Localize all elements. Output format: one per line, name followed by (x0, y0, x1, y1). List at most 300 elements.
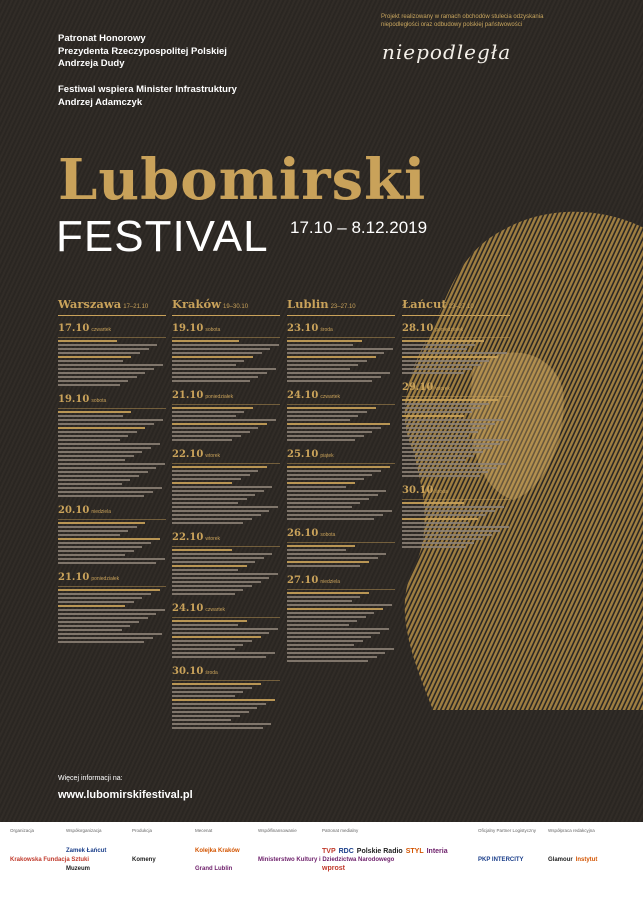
program-text-line (402, 518, 478, 520)
program-text-line (287, 435, 364, 437)
festival-dates: 17.10 – 8.12.2019 (290, 218, 428, 237)
program-text-line (58, 344, 157, 346)
program-text-line (402, 356, 498, 358)
day-block (58, 322, 166, 386)
program-text-line (287, 656, 377, 658)
day-date (172, 602, 280, 618)
program-text-line (402, 455, 474, 457)
program-text-line (287, 494, 378, 496)
program-text-line (172, 593, 235, 595)
program-text-line (58, 487, 162, 489)
program-text-line (172, 439, 232, 441)
program-text-line (287, 545, 355, 547)
program-text-line (402, 467, 497, 469)
sponsor-group-label: Patronat medialny (322, 828, 359, 833)
program-text-line (402, 530, 500, 532)
program-text-line (172, 585, 252, 587)
program-text-line (58, 534, 120, 536)
day-date-text: 26.10 (287, 528, 319, 539)
sponsor-logo: PKP INTERCITY (478, 857, 524, 863)
day-weekday: poniedziałek (91, 576, 120, 582)
program-text-line (402, 415, 464, 417)
day-date (172, 389, 280, 405)
program-text-line (287, 356, 376, 358)
day-weekday: niedziela (91, 509, 112, 515)
program-text-line (172, 502, 238, 504)
sponsor-logo: Komeny (132, 857, 156, 863)
sponsor-logo: STYL (405, 847, 424, 855)
day-weekday: sobota (320, 532, 336, 538)
sponsor-logo: RDC (338, 847, 354, 855)
program-text-line (287, 490, 386, 492)
program-text-line (402, 459, 466, 461)
day-block (172, 665, 280, 729)
program-text-line (172, 569, 238, 571)
program-text-line (287, 474, 372, 476)
program-text-line (58, 609, 165, 611)
day-block (58, 571, 166, 643)
city-column (287, 297, 395, 669)
program-text-line (58, 605, 125, 607)
program-text-line (287, 423, 390, 425)
program-text-line (58, 483, 122, 485)
program-text-line (402, 514, 486, 516)
day-weekday: czwartek (205, 607, 226, 613)
sponsor-group (548, 828, 598, 863)
program-text-line (172, 723, 271, 725)
program-text-line (402, 427, 486, 429)
program-text-line (58, 376, 137, 378)
program-text-line (402, 451, 483, 453)
day-weekday: poniedziałek (435, 327, 464, 333)
support-line: Festiwal wspiera Minister Infrastruktury (58, 84, 237, 95)
program-text-line (58, 360, 123, 362)
program-text-line (172, 364, 236, 366)
program-text-line (58, 526, 137, 528)
program-text-line (172, 498, 247, 500)
day-weekday: środa (205, 670, 218, 676)
program-text-line (172, 636, 261, 638)
program-text-line (287, 660, 368, 662)
program-text-line (172, 699, 275, 701)
program-text-line (287, 553, 386, 555)
day-weekday: czwartek (320, 394, 341, 400)
program-text-line (58, 597, 142, 599)
program-text-line (172, 727, 263, 729)
program-text-line (172, 557, 264, 559)
program-text-line (58, 372, 145, 374)
program-text-line (287, 596, 360, 598)
program-text-line (58, 621, 139, 623)
program-text-line (287, 380, 372, 382)
program-text-line (58, 467, 156, 469)
city-column (172, 297, 280, 736)
sponsor-group (66, 828, 107, 872)
city-dates: 19–30.10 (223, 304, 249, 310)
program-text-line (172, 470, 258, 472)
program-text-line (287, 478, 364, 480)
program-text-line (287, 628, 389, 630)
program-text-line (172, 419, 276, 421)
program-text-line (172, 372, 267, 374)
program-text-line (172, 715, 240, 717)
day-block (172, 322, 280, 382)
program-text-line (287, 620, 357, 622)
program-text-line (172, 703, 266, 705)
day-date-text: 20.10 (58, 505, 90, 516)
program-text-line (58, 435, 128, 437)
city-name: Łańcut (402, 297, 447, 311)
program-text-line (172, 411, 244, 413)
program-text-line (172, 415, 236, 417)
program-text-line (58, 491, 153, 493)
day-date-text: 17.10 (58, 323, 90, 334)
program-text-line (172, 356, 253, 358)
festival-title: Lubomirski (58, 147, 427, 213)
program-text-line (58, 451, 142, 453)
program-text-line (402, 431, 478, 433)
city-heading (172, 297, 280, 316)
program-text-line (287, 466, 390, 468)
program-text-line (172, 687, 252, 689)
program-text-line (58, 593, 151, 595)
program-text-line (287, 431, 372, 433)
day-weekday: wtorek (435, 386, 451, 392)
day-block (287, 322, 395, 382)
program-text-line (58, 356, 131, 358)
sponsor-group-label: Produkcja (132, 828, 153, 833)
program-text-line (172, 648, 235, 650)
program-text-line (172, 652, 275, 654)
program-text-line (287, 419, 350, 421)
day-weekday: środa (320, 327, 333, 333)
program-text-line (402, 360, 489, 362)
program-text-line (172, 510, 269, 512)
program-text-line (58, 471, 148, 473)
program-text-line (172, 691, 243, 693)
day-date-text: 30.10 (402, 485, 434, 496)
program-text-line (402, 403, 489, 405)
day-date-text: 29.10 (402, 382, 434, 393)
day-weekday: wtorek (205, 453, 221, 459)
city-heading (287, 297, 395, 316)
day-block (402, 484, 510, 548)
minister-support (58, 84, 237, 109)
program-text-line (172, 506, 278, 508)
day-date-text: 24.10 (287, 390, 319, 401)
program-text-line (172, 486, 272, 488)
day-date (287, 574, 395, 590)
program-text-line (58, 427, 145, 429)
program-text-line (287, 565, 360, 567)
program-text-line (402, 435, 469, 437)
program-text-line (172, 494, 255, 496)
program-text-line (172, 518, 252, 520)
day-date (172, 322, 280, 338)
day-date-text: 19.10 (58, 394, 90, 405)
program-text-line (287, 486, 346, 488)
program-text-line (287, 624, 349, 626)
program-text-line (287, 470, 381, 472)
program-text-line (287, 427, 381, 429)
day-block (58, 393, 166, 497)
program-text-line (402, 352, 507, 354)
program-text-line (58, 364, 163, 366)
program-text-line (172, 368, 276, 370)
program-text-line (58, 352, 140, 354)
patronage-line: Patronat Honorowy (58, 33, 146, 44)
program-text-line (402, 348, 467, 350)
program-text-line (402, 510, 495, 512)
sponsor-group-label: Mecenat (195, 828, 213, 833)
program-text-line (58, 443, 160, 445)
program-text-line (172, 514, 261, 516)
program-text-line (58, 601, 134, 603)
day-date (287, 322, 395, 338)
day-weekday: środa (435, 489, 448, 495)
project-note: Projekt realizowany w ramach obchodów stulecia odzyskania niepodległości oraz odbudowy polskiej państwowości (381, 14, 544, 28)
program-text-line (287, 561, 369, 563)
program-text-line (172, 348, 270, 350)
sponsor-logo: Glamour (548, 857, 573, 863)
program-text-line (58, 380, 128, 382)
day-date (402, 322, 510, 338)
program-text-line (402, 344, 475, 346)
program-text-line (287, 506, 352, 508)
program-text-line (172, 640, 252, 642)
program-text-line (58, 550, 134, 552)
program-text-line (287, 482, 355, 484)
city-heading (402, 297, 510, 316)
day-weekday: piątek (320, 453, 334, 459)
program-text-line (58, 629, 122, 631)
program-text-line (172, 577, 269, 579)
program-text-line (58, 538, 160, 540)
program-text-line (287, 439, 355, 441)
program-text-line (172, 553, 272, 555)
program-text-line (287, 636, 371, 638)
program-text-line (287, 648, 394, 650)
day-weekday: sobota (91, 398, 107, 404)
sponsor-group-label: Współpraca redakcyjna (548, 828, 595, 833)
sponsor-group (478, 828, 537, 863)
program-text-line (287, 652, 385, 654)
program-text-line (402, 546, 466, 548)
program-text-line (287, 608, 383, 610)
program-text-line (287, 612, 374, 614)
program-text-line (58, 546, 142, 548)
patronage-line: Prezydenta Rzeczypospolitej Polskiej (58, 45, 227, 57)
day-block (287, 389, 395, 441)
sponsor-logo: TVP (322, 847, 336, 855)
day-date-text: 22.10 (172, 449, 204, 460)
program-text-line (287, 372, 390, 374)
program-text-line (402, 502, 464, 504)
sponsor-group-label: Współorganizacja (66, 828, 102, 833)
program-text-line (58, 439, 120, 441)
program-text-line (58, 475, 139, 477)
program-text-line (58, 530, 128, 532)
program-text-line (172, 344, 279, 346)
day-date (287, 448, 395, 464)
program-text-line (287, 557, 378, 559)
program-text-line (172, 427, 258, 429)
sponsor-group-label: Współfinansowanie (258, 828, 297, 833)
program-text-line (172, 431, 250, 433)
program-text-line (287, 600, 352, 602)
city-name: Kraków (172, 297, 222, 311)
day-date (58, 571, 166, 587)
program-text-line (402, 419, 504, 421)
program-text-line (172, 490, 264, 492)
program-text-line (58, 423, 154, 425)
program-text-line (58, 411, 131, 413)
day-date (58, 393, 166, 409)
program-text-line (402, 506, 504, 508)
program-text-line (58, 617, 148, 619)
program-text-line (402, 538, 483, 540)
day-date-text: 19.10 (172, 323, 204, 334)
sponsor-group (195, 828, 240, 872)
program-text-line (287, 360, 367, 362)
program-text-line (172, 707, 257, 709)
sponsor-logo: Polskie Radio (356, 847, 403, 855)
day-date (172, 531, 280, 547)
program-text-line (172, 376, 258, 378)
program-text-line (287, 640, 363, 642)
day-weekday: poniedziałek (205, 394, 234, 400)
city-name: Warszawa (58, 297, 122, 311)
program-text-line (287, 502, 360, 504)
program-text-line (172, 340, 239, 342)
day-date (172, 665, 280, 681)
program-text-line (58, 455, 134, 457)
program-text-line (58, 368, 154, 370)
more-info-label: Więcej informacji na: (58, 775, 123, 782)
program-text-line (287, 344, 353, 346)
program-text-line (58, 348, 149, 350)
program-text-line (58, 625, 130, 627)
day-date-text: 28.10 (402, 323, 434, 334)
program-text-line (402, 542, 474, 544)
program-text-line (172, 380, 250, 382)
day-date (287, 389, 395, 405)
support-line: Andrzej Adamczyk (58, 96, 143, 108)
program-text-line (172, 466, 267, 468)
program-text-line (172, 352, 262, 354)
program-text-line (287, 604, 392, 606)
program-text-line (172, 573, 278, 575)
program-text-line (172, 719, 231, 721)
day-date (58, 322, 166, 338)
sponsor-logo: Instytut (575, 857, 598, 863)
program-text-line (402, 423, 495, 425)
program-text-line (402, 475, 480, 477)
day-block (287, 527, 395, 567)
program-text-line (287, 368, 350, 370)
day-block (287, 574, 395, 662)
program-text-line (402, 372, 464, 374)
sponsor-group-label: Oficjalny Partner Logistyczny (478, 828, 537, 833)
day-date (402, 484, 510, 500)
program-text-line (172, 474, 250, 476)
city-dates: 17–21.10 (123, 304, 149, 310)
website-link[interactable]: www.lubomirskifestival.pl (58, 789, 193, 801)
program-text-line (172, 589, 243, 591)
program-text-line (402, 364, 481, 366)
program-text-line (172, 565, 247, 567)
day-date-text: 25.10 (287, 449, 319, 460)
program-text-line (402, 443, 500, 445)
program-text-line (402, 522, 469, 524)
program-text-line (58, 633, 162, 635)
program-text-line (287, 644, 354, 646)
niepodlegla-logo: niepodległa (382, 40, 512, 64)
program-text-line (287, 518, 374, 520)
program-text-line (58, 419, 163, 421)
program-text-line (402, 471, 488, 473)
day-date (58, 504, 166, 520)
day-weekday: sobota (205, 327, 221, 333)
program-text-line (58, 641, 144, 643)
sponsor-logo: wprost (322, 865, 345, 873)
sponsor-strip (0, 822, 643, 900)
sponsor-logo: Kolejka Kraków (195, 848, 240, 855)
program-text-line (58, 479, 130, 481)
program-text-line (402, 368, 472, 370)
program-text-line (402, 447, 492, 449)
day-date-text: 21.10 (172, 390, 204, 401)
program-text-line (58, 415, 123, 417)
program-text-line (172, 656, 266, 658)
program-text-line (402, 411, 472, 413)
program-text-line (172, 644, 243, 646)
program-text-line (402, 407, 481, 409)
city-name: Lublin (287, 297, 329, 311)
program-text-line (172, 695, 235, 697)
program-text-line (58, 562, 156, 564)
program-text-line (287, 549, 346, 551)
program-text-line (172, 522, 243, 524)
program-text-line (58, 495, 144, 497)
day-block (287, 448, 395, 520)
city-dates: 23–27.10 (448, 304, 474, 310)
day-date (287, 527, 395, 543)
program-text-line (172, 624, 238, 626)
day-date-text: 22.10 (172, 532, 204, 543)
program-text-line (172, 549, 232, 551)
program-text-line (287, 376, 381, 378)
city-dates: 23–27.10 (330, 304, 356, 310)
program-text-line (172, 482, 232, 484)
program-text-line (58, 447, 151, 449)
program-text-line (172, 683, 261, 685)
program-text-line (58, 613, 156, 615)
program-text-line (58, 542, 151, 544)
program-text-line (287, 510, 392, 512)
patronage-line: Andrzeja Dudy (58, 58, 125, 69)
day-date-text: 21.10 (58, 572, 90, 583)
program-text-line (172, 628, 278, 630)
day-date-text: 27.10 (287, 575, 319, 586)
program-text-line (58, 637, 153, 639)
sponsor-logo: Muzeum (66, 865, 90, 872)
program-text-line (58, 431, 137, 433)
program-text-line (58, 589, 160, 591)
program-text-line (287, 364, 358, 366)
sponsor-logo: Grand Lublin (195, 865, 233, 872)
day-date-text: 23.10 (287, 323, 319, 334)
